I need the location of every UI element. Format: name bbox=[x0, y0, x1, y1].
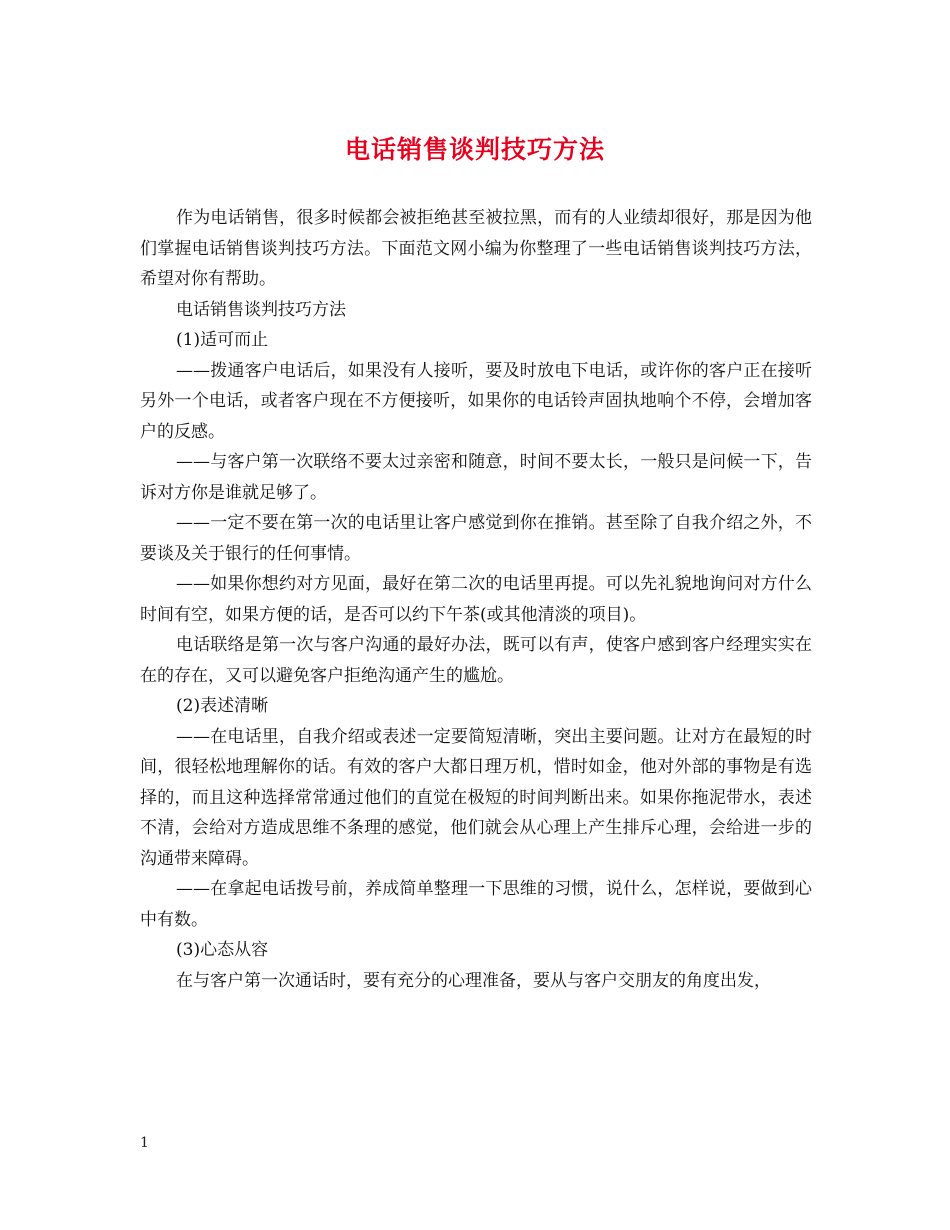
paragraph-4: ——如果你想约对方见面，最好在第二次的电话里再提。可以先礼貌地询问对方什么时间有空，如果方便的话，是否可以约下午茶(或其他清淡的项目)。 bbox=[140, 574, 812, 625]
paragraph-5: 电话联络是第一次与客户沟通的最好办法，既可以有声，使客户感到客户经理实实在在的存在，又可以避免客户拒绝沟通产生的尴尬。 bbox=[140, 635, 812, 686]
subheading-1: (1)适可而止 bbox=[176, 330, 269, 350]
document-title: 电话销售谈判技巧方法 bbox=[344, 135, 605, 164]
subheading-2: (2)表述清晰 bbox=[176, 696, 269, 716]
section-heading: 电话销售谈判技巧方法 bbox=[176, 299, 346, 320]
paragraph-3: ——一定不要在第一次的电话里让客户感觉到你在推销。甚至除了自我介绍之外，不要谈及关于银行的任何事情。 bbox=[140, 513, 812, 564]
paragraph-1: ——拨通客户电话后，如果没有人接听，要及时放电下电话，或许你的客户正在接听另外一个电话，或者客户现在不方便接听，如果你的电话铃声固执地响个不停，会增加客户的反感。 bbox=[140, 360, 812, 442]
subheading-3: (3)心态从容 bbox=[176, 940, 269, 960]
paragraph-2: ——与客户第一次联络不要太过亲密和随意，时间不要太长，一般只是问候一下，告诉对方你是谁就足够了。 bbox=[140, 452, 812, 503]
paragraph-6: ——在电话里，自我介绍或表述一定要简短清晰，突出主要问题。让对方在最短的时间，很轻松地理解你的话。有效的客户大都日理万机，惜时如金，他对外部的事物是有选择的，而且这种选择常常通过他们的直觉在极短的时间判断出来。如果你拖泥带水，表述不清，会给对方造成思维不条理的感觉，他们就会从心理上产生排斥心理，会给进一步的沟通带来障碍。 bbox=[140, 726, 812, 869]
paragraph-7: ——在拿起电话拨号前，养成简单整理一下思维的习惯，说什么，怎样说，要做到心中有数。 bbox=[140, 879, 812, 930]
paragraph-8: 在与客户第一次通话时，要有充分的心理准备，要从与客户交朋友的角度出发， bbox=[176, 970, 771, 991]
page-number: 1 bbox=[140, 1135, 149, 1151]
document-body bbox=[140, 203, 812, 996]
paragraph-intro: 作为电话销售，很多时候都会被拒绝甚至被拉黑，而有的人业绩却很好，那是因为他们掌握电话销售谈判技巧方法。下面范文网小编为你整理了一些电话销售谈判技巧方法，希望对你有帮助。 bbox=[140, 208, 812, 289]
